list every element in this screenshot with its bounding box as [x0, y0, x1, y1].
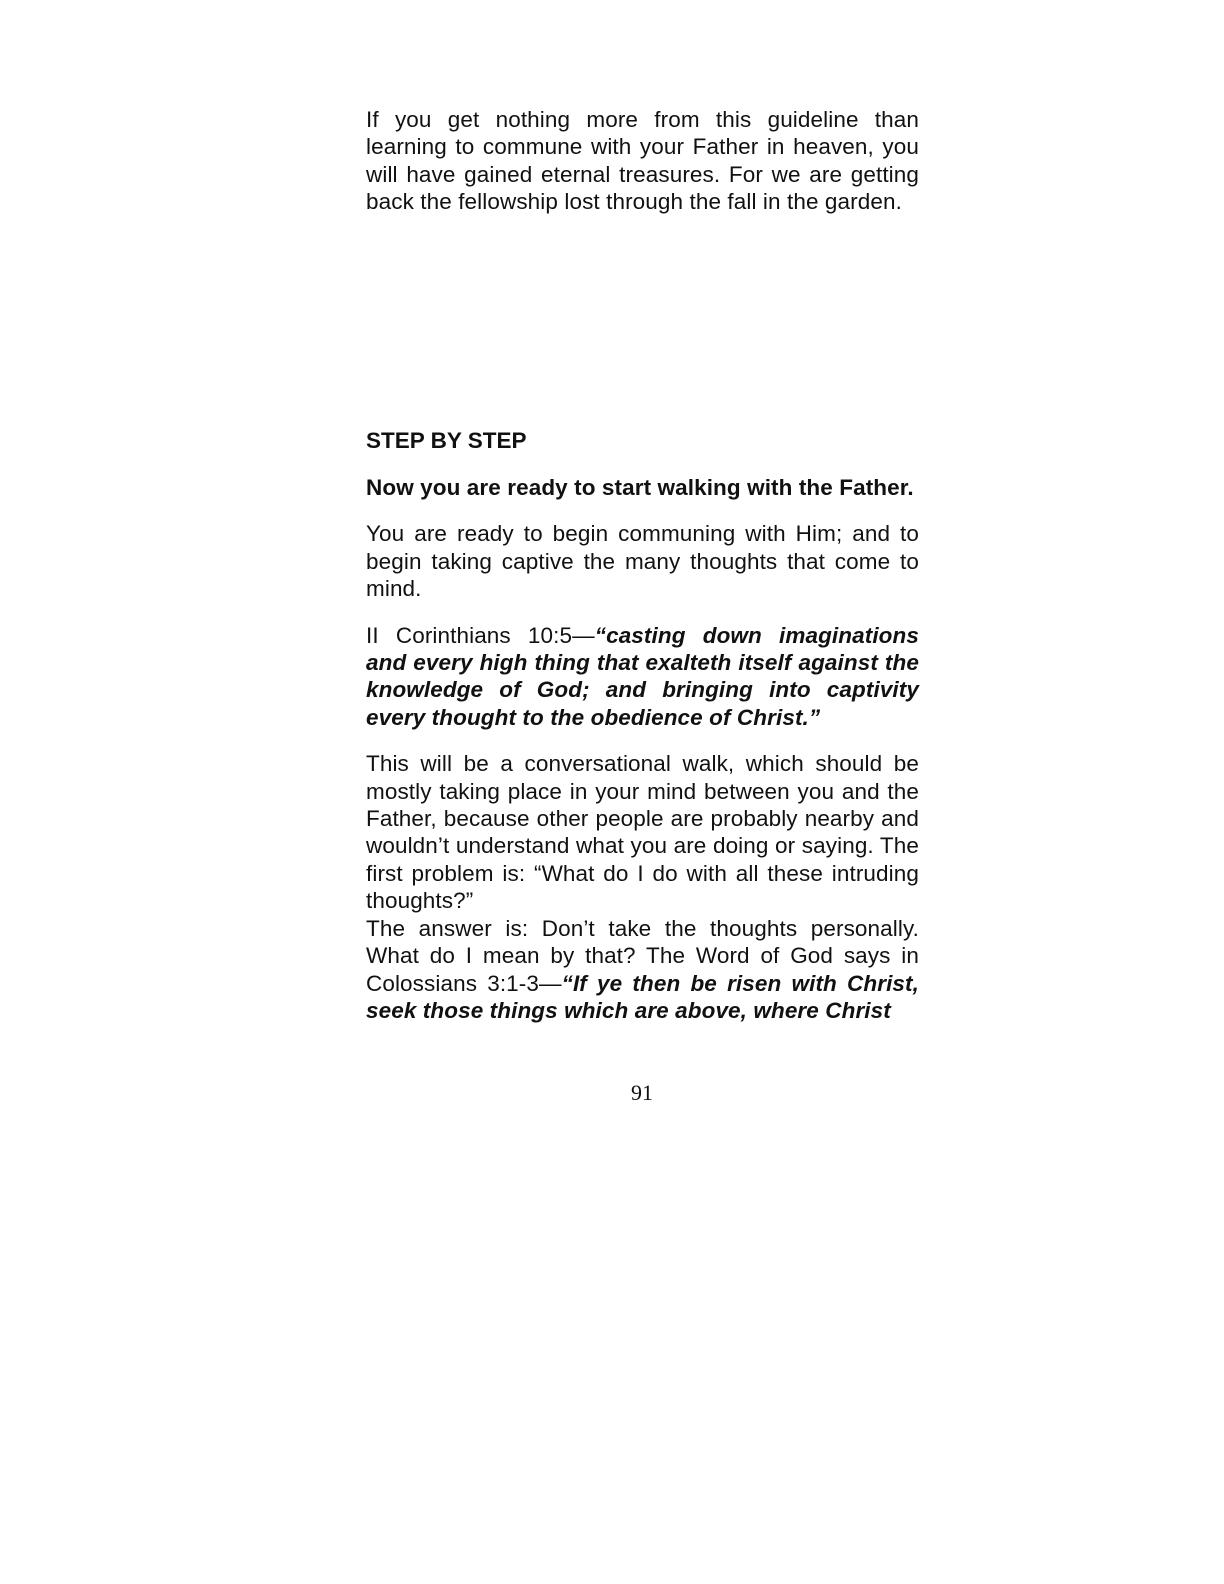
body-paragraph-3-text: The answer is: Don’t take the thoughts personally. What do I mean by that? The Word of God says in Colossians 3:1-3— [366, 915, 919, 996]
section-heading: STEP BY STEP [366, 428, 527, 453]
body-paragraph-2: This will be a conversational walk, which should be mostly taking place in your mind between you and the Father, because other people are probably nearby and wouldn’t understand what you are doing or saying. The first problem is: “What do I do with all these intruding thoughts?” [366, 751, 919, 914]
intro-paragraph: If you get nothing more from this guideline than learning to commune with your Father in heaven, you will have gained eternal treasures. For we are getting back the fellowship lost through the fall in the garden. [366, 107, 919, 215]
section-body [366, 474, 919, 1024]
scripture-quote-2: “If ye then be risen with Christ, seek those things which are above, where Christ [366, 970, 919, 1023]
scripture-quote: “casting down imaginations and every high thing that exalteth itself against the knowledge of God; and bringing into captivity every thought to the obedience of Christ.” [366, 622, 919, 730]
scripture-paragraph-1 [366, 622, 919, 732]
body-paragraph-3 [366, 915, 919, 1025]
page-number: 91 [631, 1080, 653, 1105]
scripture-reference: II Corinthians 10:5— [366, 622, 595, 648]
lead-paragraph: Now you are ready to start walking with the Father. [366, 475, 914, 500]
body-paragraph-1: You are ready to begin communing with Him; and to begin taking captive the many thoughts that come to mind. [366, 521, 919, 602]
intro-block [366, 106, 919, 216]
